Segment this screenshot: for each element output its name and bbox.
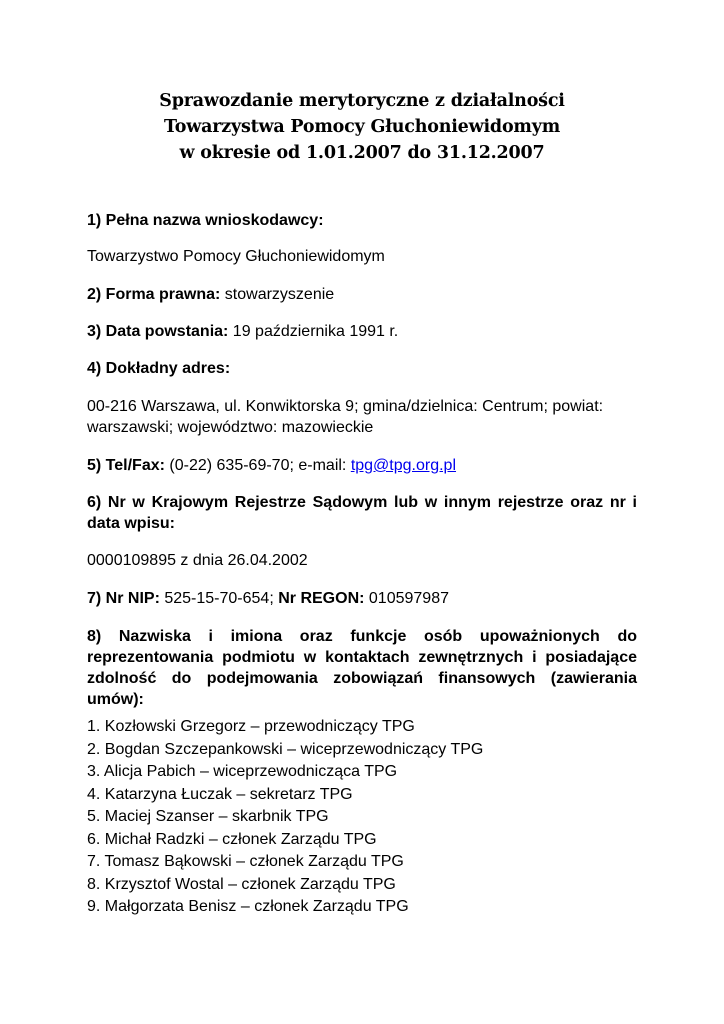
section-5-value: (0-22) 635-69-70; e-mail: [164, 457, 351, 474]
list-item: 4. Katarzyna Łuczak – sekretarz TPG [87, 785, 353, 803]
email-link[interactable]: tpg@tpg.org.pl [350, 457, 457, 474]
section-7-regon-label: Nr REGON: [278, 590, 365, 607]
section-4-value: 00-216 Warszawa, ul. Konwiktorska 9; gmina/dzielnica: Centrum; powiat: warszawski; województwo: mazowieckie [87, 398, 604, 436]
list-item: 7. Tomasz Bąkowski – członek Zarządu TPG [87, 853, 404, 870]
section-8-heading: 8) Nazwiska i imiona oraz funkcje osób upoważnionych do reprezentowania podmiotu w kontaktach zewnętrznych i posiadające zdolność do podejmowania zobowiązań finansowych (zawierania umów): [87, 628, 637, 708]
section-7-nip-label: 7) Nr NIP: [87, 590, 160, 607]
section-2 [87, 284, 637, 305]
section-7 [87, 588, 637, 609]
section-7-regon-value: 010597987 [364, 590, 449, 607]
section-8-people [87, 716, 637, 919]
people-list [87, 716, 637, 919]
section-1-heading: 1) Pełna nazwa wnioskodawcy: [87, 212, 324, 229]
list-item: 5. Maciej Szanser – skarbnik TPG [87, 808, 329, 825]
title-line-1: Sprawozdanie merytoryczne z działalności [159, 91, 565, 111]
section-7-nip-value: 525-15-70-654; [159, 590, 279, 607]
list-item: 6. Michał Radzki – członek Zarządu TPG [87, 830, 377, 848]
list-item: 2. Bogdan Szczepankowski – wiceprzewodniczący TPG [87, 740, 484, 758]
section-2-value: stowarzyszenie [220, 286, 335, 303]
section-4-heading: 4) Dokładny adres: [87, 360, 231, 377]
section-3-value: 19 października 1991 r. [228, 323, 399, 340]
section-2-label: 2) Forma prawna: [87, 286, 221, 303]
title-line-3: w okresie od 1.01.2007 do 31.12.2007 [179, 143, 545, 163]
section-3 [87, 321, 637, 342]
section-5-label: 5) Tel/Fax: [87, 457, 165, 474]
list-item: 1. Kozłowski Grzegorz – przewodniczący TPG [87, 718, 415, 735]
section-6-value: 0000109895 z dnia 26.04.2002 [87, 552, 308, 569]
section-1-value: Towarzystwo Pomocy Głuchoniewidomym [87, 248, 385, 265]
list-item: 9. Małgorzata Benisz – członek Zarządu TPG [87, 898, 409, 915]
list-item: 8. Krzysztof Wostal – członek Zarządu TPG [87, 875, 396, 893]
title-line-2: Towarzystwa Pomocy Głuchoniewidomym [163, 117, 561, 137]
section-3-label: 3) Data powstania: [87, 323, 229, 340]
section-5 [87, 455, 637, 476]
list-item: 3. Alicja Pabich – wiceprzewodnicząca TPG [87, 763, 398, 780]
section-6-heading: 6) Nr w Krajowym Rejestrze Sądowym lub w innym rejestrze oraz nr i data wpisu: [87, 494, 637, 532]
